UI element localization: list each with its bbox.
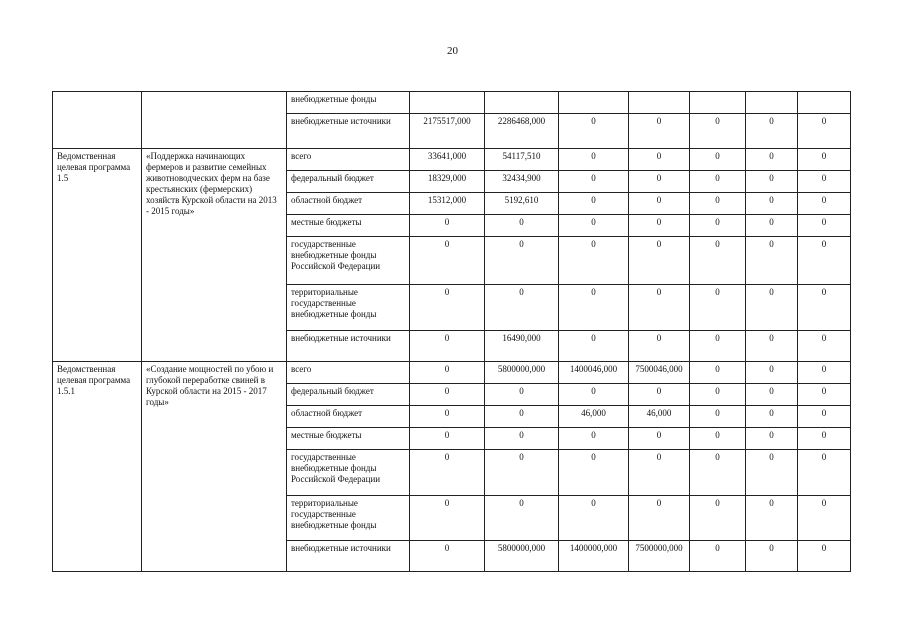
- value-cell: 0: [559, 114, 629, 149]
- funding-source-cell: федеральный бюджет: [287, 171, 410, 193]
- value-cell: 0: [798, 149, 851, 171]
- value-cell: 0: [410, 237, 485, 285]
- value-cell: 0: [746, 171, 798, 193]
- program-name-cell: [142, 92, 287, 149]
- value-cell: 0: [559, 384, 629, 406]
- value-cell: 0: [629, 384, 690, 406]
- value-cell: 0: [798, 237, 851, 285]
- value-cell: 0: [485, 237, 559, 285]
- value-cell: 0: [746, 362, 798, 384]
- value-cell: 0: [485, 384, 559, 406]
- value-cell: 0: [690, 149, 746, 171]
- value-cell: 0: [410, 406, 485, 428]
- value-cell: 0: [690, 428, 746, 450]
- funding-source-cell: местные бюджеты: [287, 428, 410, 450]
- value-cell: 0: [559, 193, 629, 215]
- value-cell: 0: [485, 215, 559, 237]
- funding-source-cell: внебюджетные фонды: [287, 92, 410, 114]
- value-cell: 0: [798, 331, 851, 362]
- value-cell: 16490,000: [485, 331, 559, 362]
- funding-source-cell: территориальные государственные внебюджетные фонды: [287, 285, 410, 331]
- page-number: 20: [447, 45, 458, 57]
- value-cell: 0: [690, 114, 746, 149]
- value-cell: 0: [746, 193, 798, 215]
- value-cell: 0: [410, 285, 485, 331]
- value-cell: 5800000,000: [485, 362, 559, 384]
- value-cell: 0: [690, 541, 746, 572]
- value-cell: 0: [746, 406, 798, 428]
- value-cell: 0: [690, 496, 746, 541]
- value-cell: 0: [485, 285, 559, 331]
- value-cell: 0: [746, 428, 798, 450]
- value-cell: [798, 92, 851, 114]
- table-row: [53, 92, 851, 114]
- value-cell: 0: [798, 541, 851, 572]
- value-cell: 0: [746, 450, 798, 496]
- value-cell: 0: [798, 171, 851, 193]
- value-cell: 0: [746, 496, 798, 541]
- value-cell: 0: [690, 237, 746, 285]
- value-cell: 0: [746, 149, 798, 171]
- value-cell: 0: [629, 450, 690, 496]
- value-cell: 0: [410, 496, 485, 541]
- value-cell: 46,000: [559, 406, 629, 428]
- value-cell: 0: [798, 362, 851, 384]
- funding-source-cell: всего: [287, 149, 410, 171]
- value-cell: 0: [798, 384, 851, 406]
- value-cell: 0: [629, 171, 690, 193]
- value-cell: 0: [559, 496, 629, 541]
- funding-source-cell: государственные внебюджетные фонды Российской Федерации: [287, 450, 410, 496]
- value-cell: 0: [559, 450, 629, 496]
- value-cell: 1400046,000: [559, 362, 629, 384]
- value-cell: [629, 92, 690, 114]
- value-cell: 0: [629, 114, 690, 149]
- value-cell: 0: [746, 237, 798, 285]
- funding-source-cell: местные бюджеты: [287, 215, 410, 237]
- value-cell: 0: [629, 149, 690, 171]
- value-cell: 0: [746, 384, 798, 406]
- funding-source-cell: всего: [287, 362, 410, 384]
- program-name-cell: «Создание мощностей по убою и глубокой переработке свиней в Курской области на 2015 - 2017 годы»: [142, 362, 287, 572]
- value-cell: 0: [559, 331, 629, 362]
- funding-source-cell: областной бюджет: [287, 406, 410, 428]
- value-cell: [410, 92, 485, 114]
- value-cell: 0: [485, 496, 559, 541]
- value-cell: 0: [410, 428, 485, 450]
- value-cell: 0: [485, 428, 559, 450]
- value-cell: [690, 92, 746, 114]
- value-cell: 0: [629, 215, 690, 237]
- value-cell: 5800000,000: [485, 541, 559, 572]
- funding-table: [52, 91, 851, 572]
- value-cell: 0: [629, 331, 690, 362]
- value-cell: 0: [690, 406, 746, 428]
- value-cell: [485, 92, 559, 114]
- value-cell: [559, 92, 629, 114]
- value-cell: 0: [629, 496, 690, 541]
- value-cell: 0: [559, 215, 629, 237]
- funding-source-cell: государственные внебюджетные фонды Российской Федерации: [287, 237, 410, 285]
- value-cell: 0: [629, 285, 690, 331]
- value-cell: 0: [798, 406, 851, 428]
- table-row: [53, 362, 851, 384]
- value-cell: 32434,900: [485, 171, 559, 193]
- value-cell: 0: [690, 331, 746, 362]
- value-cell: 2286468,000: [485, 114, 559, 149]
- value-cell: 0: [746, 215, 798, 237]
- value-cell: 0: [559, 428, 629, 450]
- value-cell: 0: [746, 285, 798, 331]
- value-cell: 0: [798, 114, 851, 149]
- funding-source-cell: федеральный бюджет: [287, 384, 410, 406]
- value-cell: 0: [798, 285, 851, 331]
- value-cell: 0: [559, 285, 629, 331]
- value-cell: 0: [410, 331, 485, 362]
- value-cell: 54117,510: [485, 149, 559, 171]
- value-cell: 0: [410, 541, 485, 572]
- value-cell: 2175517,000: [410, 114, 485, 149]
- value-cell: 0: [746, 331, 798, 362]
- value-cell: 0: [798, 215, 851, 237]
- value-cell: 7500046,000: [629, 362, 690, 384]
- value-cell: 0: [559, 149, 629, 171]
- value-cell: 0: [746, 541, 798, 572]
- value-cell: 0: [559, 237, 629, 285]
- value-cell: 0: [690, 193, 746, 215]
- funding-source-cell: внебюджетные источники: [287, 114, 410, 149]
- value-cell: 0: [629, 237, 690, 285]
- value-cell: 33641,000: [410, 149, 485, 171]
- value-cell: 0: [798, 450, 851, 496]
- funding-source-cell: областной бюджет: [287, 193, 410, 215]
- value-cell: 0: [690, 362, 746, 384]
- funding-table-body: [53, 92, 851, 572]
- funding-source-cell: территориальные государственные внебюджетные фонды: [287, 496, 410, 541]
- value-cell: 0: [410, 450, 485, 496]
- value-cell: 7500000,000: [629, 541, 690, 572]
- value-cell: 0: [485, 450, 559, 496]
- value-cell: 0: [690, 384, 746, 406]
- value-cell: 0: [690, 171, 746, 193]
- program-cell: Ведомственная целевая программа 1.5.1: [53, 362, 142, 572]
- value-cell: 46,000: [629, 406, 690, 428]
- funding-source-cell: внебюджетные источники: [287, 541, 410, 572]
- value-cell: 0: [629, 428, 690, 450]
- funding-source-cell: внебюджетные источники: [287, 331, 410, 362]
- value-cell: 0: [798, 428, 851, 450]
- value-cell: 0: [746, 114, 798, 149]
- value-cell: 0: [410, 215, 485, 237]
- value-cell: 0: [559, 171, 629, 193]
- program-cell: Ведомственная целевая программа 1.5: [53, 149, 142, 362]
- value-cell: 0: [629, 193, 690, 215]
- program-name-cell: «Поддержка начинающих фермеров и развитие семейных животноводческих ферм на базе крестьянских (фермерских) хозяйств Курской области на 2013 - 2015 годы»: [142, 149, 287, 362]
- value-cell: 0: [798, 193, 851, 215]
- value-cell: [746, 92, 798, 114]
- value-cell: 0: [690, 450, 746, 496]
- value-cell: 18329,000: [410, 171, 485, 193]
- value-cell: 0: [410, 384, 485, 406]
- value-cell: 0: [485, 406, 559, 428]
- value-cell: 1400000,000: [559, 541, 629, 572]
- value-cell: 0: [798, 496, 851, 541]
- program-cell: [53, 92, 142, 149]
- value-cell: 0: [410, 362, 485, 384]
- value-cell: 5192,610: [485, 193, 559, 215]
- value-cell: 0: [690, 215, 746, 237]
- value-cell: 0: [690, 285, 746, 331]
- value-cell: 15312,000: [410, 193, 485, 215]
- table-row: [53, 149, 851, 171]
